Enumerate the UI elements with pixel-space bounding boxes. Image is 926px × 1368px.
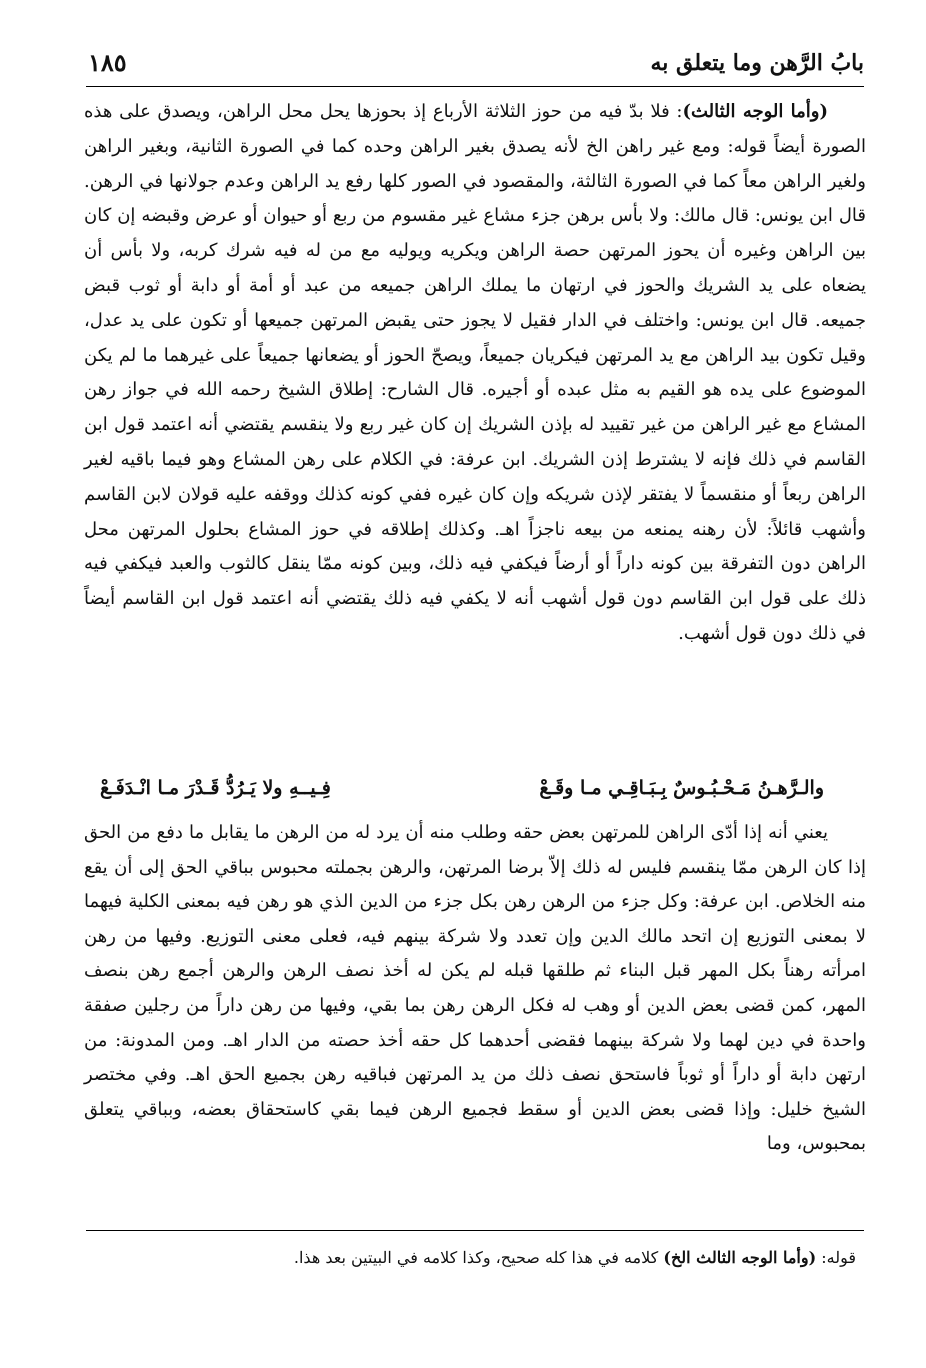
footnote [86, 1244, 856, 1272]
footnote-divider [86, 1230, 864, 1231]
footnote-lead: (وأما الوجه الثالث الخ) [663, 1248, 817, 1267]
footnote-text: كلامه في هذا كله صحيح، وكذا كلامه في البيتين بعد هذا. [293, 1248, 664, 1267]
paragraph-body: : فلا بدّ فيه من حوز الثلاثة الأرباع إذ بحوزها يحل محل الراهن، ويصدق على هذه الصورة أيضاً قوله: ومع غير راهن الخ لأنه يصدق بغير الراهن وحده كما في الصورة الثانية، وبغير الراهن ولغير الراهن معاً كما في الصورة الثالثة، والمقصود في الصور كلها رفع يد الراهن وعدم جولانها في الرهن. قال ابن يونس: قال مالك: ولا بأس برهن جزء مشاع غير مقسوم من ربع أو حيوان أو عرض وقبضه إن كان بين الراهن وغيره أن يحوز المرتهن حصة الراهن ويكريه ويوليه مع من له فيه شرك كربه، ولا بأس أن يضعاه على يد الشريك والحوز في ارتهان ما يملك الراهن جميعه من عبد أو أمة أو دابة أو ثوب قبض جميعه. قال ابن يونس: واختلف في الدار فقيل لا يجوز حتى يقبض المرتهن جميعها أو تكون على يد عدل، وقيل تكون بيد الراهن مع يد المرتهن فيكريان جميعاً، ويصحّ الحوز أو يضعانها جميعاً على غيرهما ما لم يكن الموضوع على يده هو القيم به مثل عبده أو أجيره. قال الشارح: إطلاق الشيخ رحمه الله في جواز رهن المشاع مع غير الراهن من غير تقييد له بإذن الشريك إن كان غير ربع ولا ينقسم يقتضي أنه اعتمد قول ابن القاسم في ذلك فإنه لا يشترط إذن الشريك. ابن عرفة: في الكلام على رهن المشاع وهو فيما باقيه لغير الراهن ربعاً أو منقسماً لا يفتقر لإذن شريكه وإن كان غيره ففي كونه كذلك ووقفه عليه قولان لابن القاسم وأشهب قائلاً: لأن رهنه يمنعه من بيعه ناجزاً اهـ. وكذلك إطلاقه في حوز المشاع بحلول المرتهن محل الراهن دون التفرقة بين كونه داراً أو أرضاً فيكفي فيه ذلك، وبين كونه ممّا ينقل كالثوب والعبد فيكفي فيه ذلك على قول ابن القاسم دون قول أشهب أنه لا يكفي فيه ذلك يقتضي أنه اعتمد قول ابن القاسم أيضاً في ذلك دون قول أشهب. [84, 101, 867, 644]
paragraph [84, 95, 866, 652]
verse-second-hemistich: فِـيــهِ ولا يَـرُدُّ قَـدْرَ مـا انْـدَفَـعْ [100, 777, 331, 799]
main-text-section-one [84, 95, 866, 652]
verse-first-hemistich: والـرَّهـنُ مَـحْـبُـوسٌ بِـبَـاقِـي مـا وقَـعْ [539, 777, 824, 799]
main-text-section-two [84, 816, 866, 1162]
paragraph: يعني أنه إذا أدّى الراهن للمرتهن بعض حقه وطلب منه أن يرد له من الرهن ما يقابل ما دفع من الحق إذا كان الرهن ممّا ينقسم فليس له ذلك إلاّ برضا المرتهن، والرهن بجملته محبوس بباقي الحق إلى أن يقع منه الخلاص. ابن عرفة: وكل جزء من الرهن رهن بكل جزء من الدين الذي هو رهن فيه بمعنى الكلية فيهما لا بمعنى التوزيع إن اتحد مالك الدين وإن تعدد ولا شركة بينهم فيه، فعلى معنى التوزيع. وفيها من رهن امرأته رهناً بكل المهر قبل البناء ثم طلقها قبله لم يكن له أخذ نصف الرهن والرهن أجمع رهن بنصف المهر، كمن قضى بعض الدين أو وهب له فكل الرهن رهن بما بقي، وفيها من رهن داراً من رجلين صفقة واحدة في دين لهما ولا شركة بينهما فقضى أحدهما كل حقه أخذ حصته من الدار اهـ. ومن المدونة: من ارتهن دابة أو داراً أو ثوباً فاستحق نصف ذلك من يد المرتهن فباقيه رهن بجميع الحق اهـ. وفي مختصر الشيخ خليل: وإذا قضى بعض الدين أو سقط فجميع الرهن فيما بقي كاستحقاق بعضه، وبباقي يتعلق بمحبوس، وما [84, 822, 866, 1155]
footnote-prefix: قوله: [816, 1248, 856, 1267]
verse-line [90, 773, 860, 813]
page-header [86, 46, 864, 87]
running-title: بابُ الرَّهن وما يتعلق به [650, 50, 864, 76]
paragraph-lead: (وأما الوجه الثالث) [682, 101, 828, 122]
page-number: ١٨٥ [88, 48, 127, 77]
